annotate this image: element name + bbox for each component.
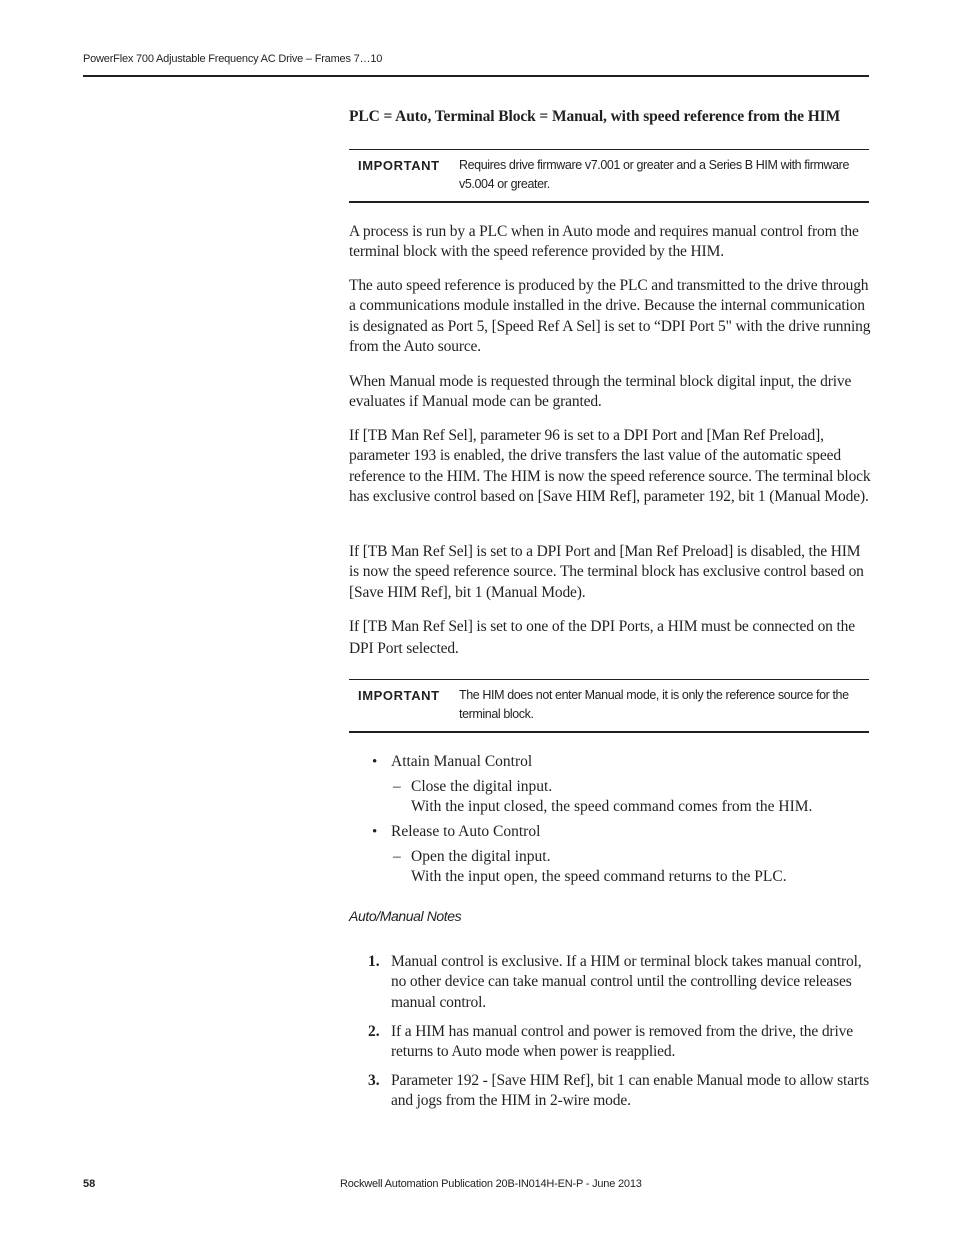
paragraph-4: If [TB Man Ref Sel], parameter 96 is set to a DPI Port and [Man Ref Preload], parameter 193 is enabled, the drive transfers the last value of the automatic speed reference to the HIM. The HIM is now the speed reference source. The terminal block has exclusive control based on [Save HIM Ref], parameter 192, bit 1 (Manual Mode). (349, 427, 871, 505)
sub-item-line: With the input open, the speed command returns to the PLC. (411, 868, 787, 885)
sub-item-line: Close the digital input. (411, 778, 553, 795)
important-text: Requires drive firmware v7.001 or greater and a Series B HIM with firmware v5.004 or greater. (459, 158, 849, 191)
important-callout-1 (349, 149, 869, 203)
dash-marker: – (393, 778, 401, 795)
paragraph-3: When Manual mode is requested through the terminal block digital input, the drive evaluates if Manual mode can be granted. (349, 373, 852, 411)
section-title: PLC = Auto, Terminal Block = Manual, with speed reference from the HIM (349, 108, 841, 125)
important-label: IMPORTANT (358, 688, 440, 703)
paragraph-6: If [TB Man Ref Sel] is set to one of the DPI Ports, a HIM must be connected on the DPI Port selected. (349, 618, 855, 657)
list-item: Parameter 192 - [Save HIM Ref], bit 1 can enable Manual mode to allow starts and jogs from the HIM in 2-wire mode. (391, 1072, 869, 1110)
important-callout-2 (349, 679, 869, 733)
header-rule (83, 75, 869, 77)
bullet-marker: • (372, 754, 378, 770)
dash-marker: – (393, 848, 401, 865)
sub-item-line: Open the digital input. (411, 848, 551, 865)
header-title: PowerFlex 700 Adjustable Frequency AC Drive – Frames 7…10 (83, 53, 383, 65)
bullet-item: Attain Manual Control (391, 753, 533, 770)
important-text: The HIM does not enter Manual mode, it is only the reference source for the terminal block. (459, 688, 849, 721)
paragraph-1: A process is run by a PLC when in Auto mode and requires manual control from the terminal block with the speed reference provided by the HIM. (349, 223, 859, 261)
notes-heading: Auto/Manual Notes (349, 908, 462, 924)
list-item: If a HIM has manual control and power is removed from the drive, the drive returns to Auto mode when power is reapplied. (391, 1023, 853, 1061)
list-number: 3. (368, 1072, 380, 1089)
paragraph-5: If [TB Man Ref Sel] is set to a DPI Port and [Man Ref Preload] is disabled, the HIM is now the speed reference source. The terminal block has exclusive control based on [Save HIM Ref], bit 1 (Manual Mode). (349, 543, 864, 601)
publication-info: Rockwell Automation Publication 20B-IN014H-EN-P - June 2013 (340, 1178, 642, 1190)
bullet-marker: • (372, 824, 378, 840)
sub-item-line: With the input closed, the speed command comes from the HIM. (411, 798, 813, 815)
paragraph-2: The auto speed reference is produced by the PLC and transmitted to the drive through a communications module installed in the drive. Because the internal communication is designated as Port 5, [Speed Ref A Sel] is set to “DPI Port 5" with the drive running from the Auto source. (349, 277, 871, 355)
list-item: Manual control is exclusive. If a HIM or terminal block takes manual control, no other device can take manual control until the controlling device releases manual control. (391, 953, 862, 1011)
list-number: 2. (368, 1023, 380, 1040)
list-number: 1. (368, 953, 380, 970)
page-number: 58 (83, 1178, 96, 1190)
bullet-item: Release to Auto Control (391, 823, 541, 840)
important-label: IMPORTANT (358, 158, 440, 173)
